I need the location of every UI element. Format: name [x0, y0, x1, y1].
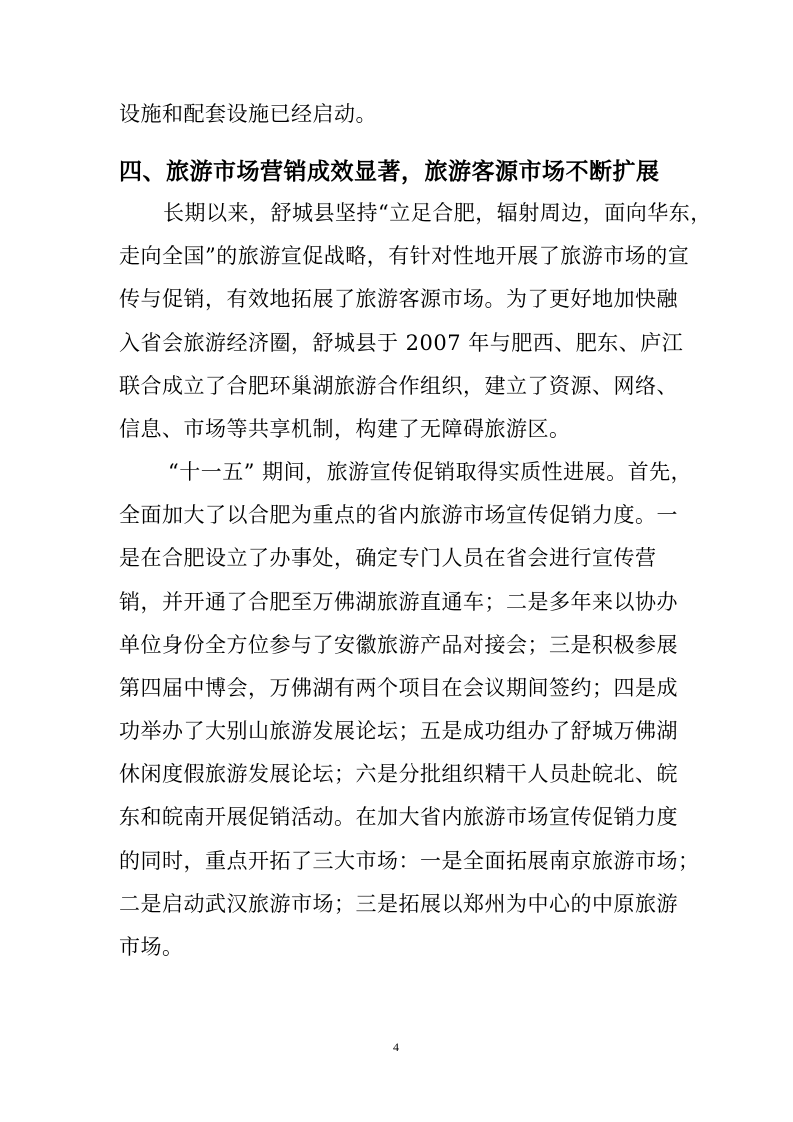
- paragraph-line: 走向全国”的旅游宣促战略，有针对性地开展了旅游市场的宣: [119, 244, 690, 268]
- paragraph-line: 二是启动武汉旅游市场；三是拓展以郑州为中心的中原旅游: [119, 892, 678, 916]
- paragraph-line: 单位身份全方位参与了安徽旅游产品对接会；三是积极参展: [119, 633, 678, 657]
- paragraph-line: 休闲度假旅游发展论坛；六是分批组织精干人员赴皖北、皖: [119, 762, 678, 786]
- paragraph-line: 市场。: [119, 935, 184, 959]
- paragraph-line: 信息、市场等共享机制，构建了无障碍旅游区。: [119, 417, 571, 441]
- paragraph-line: 销，并开通了合肥至万佛湖旅游直通车；二是多年来以协办: [119, 590, 678, 614]
- paragraph-line: 是在合肥设立了办事处，确定专门人员在省会进行宣传营: [119, 546, 657, 570]
- section-heading: 四、旅游市场营销成效显著，旅游客源市场不断扩展: [119, 159, 660, 185]
- continued-text-line: 设施和配套设施已经启动。: [119, 102, 377, 126]
- paragraph-line: 联合成立了合肥环巢湖旅游合作组织，建立了资源、网络、: [119, 374, 678, 398]
- paragraph-line: 长期以来，舒城县坚持“立足合肥，辐射周边，面向华东，: [163, 201, 712, 225]
- paragraph-line: 东和皖南开展促销活动。在加大省内旅游市场宣传促销力度: [119, 805, 678, 829]
- paragraph-line: 入省会旅游经济圈，舒城县于 2007 年与肥西、肥东、庐江: [119, 331, 684, 355]
- paragraph-line: 第四届中博会，万佛湖有两个项目在会议期间签约；四是成: [119, 676, 678, 700]
- paragraph-line: 传与促销，有效地拓展了旅游客源市场。为了更好地加快融: [119, 287, 678, 311]
- paragraph-line: 功举办了大别山旅游发展论坛；五是成功组办了舒城万佛湖: [119, 719, 678, 743]
- page-number: 4: [393, 1040, 399, 1054]
- paragraph-line: 的同时，重点开拓了三大市场：一是全面拓展南京旅游市场；: [119, 849, 700, 873]
- paragraph-line: “十一五” 期间，旅游宣传促销取得实质性进展。首先，: [168, 460, 693, 484]
- paragraph-line: 全面加大了以合肥为重点的省内旅游市场宣传促销力度。一: [119, 503, 678, 527]
